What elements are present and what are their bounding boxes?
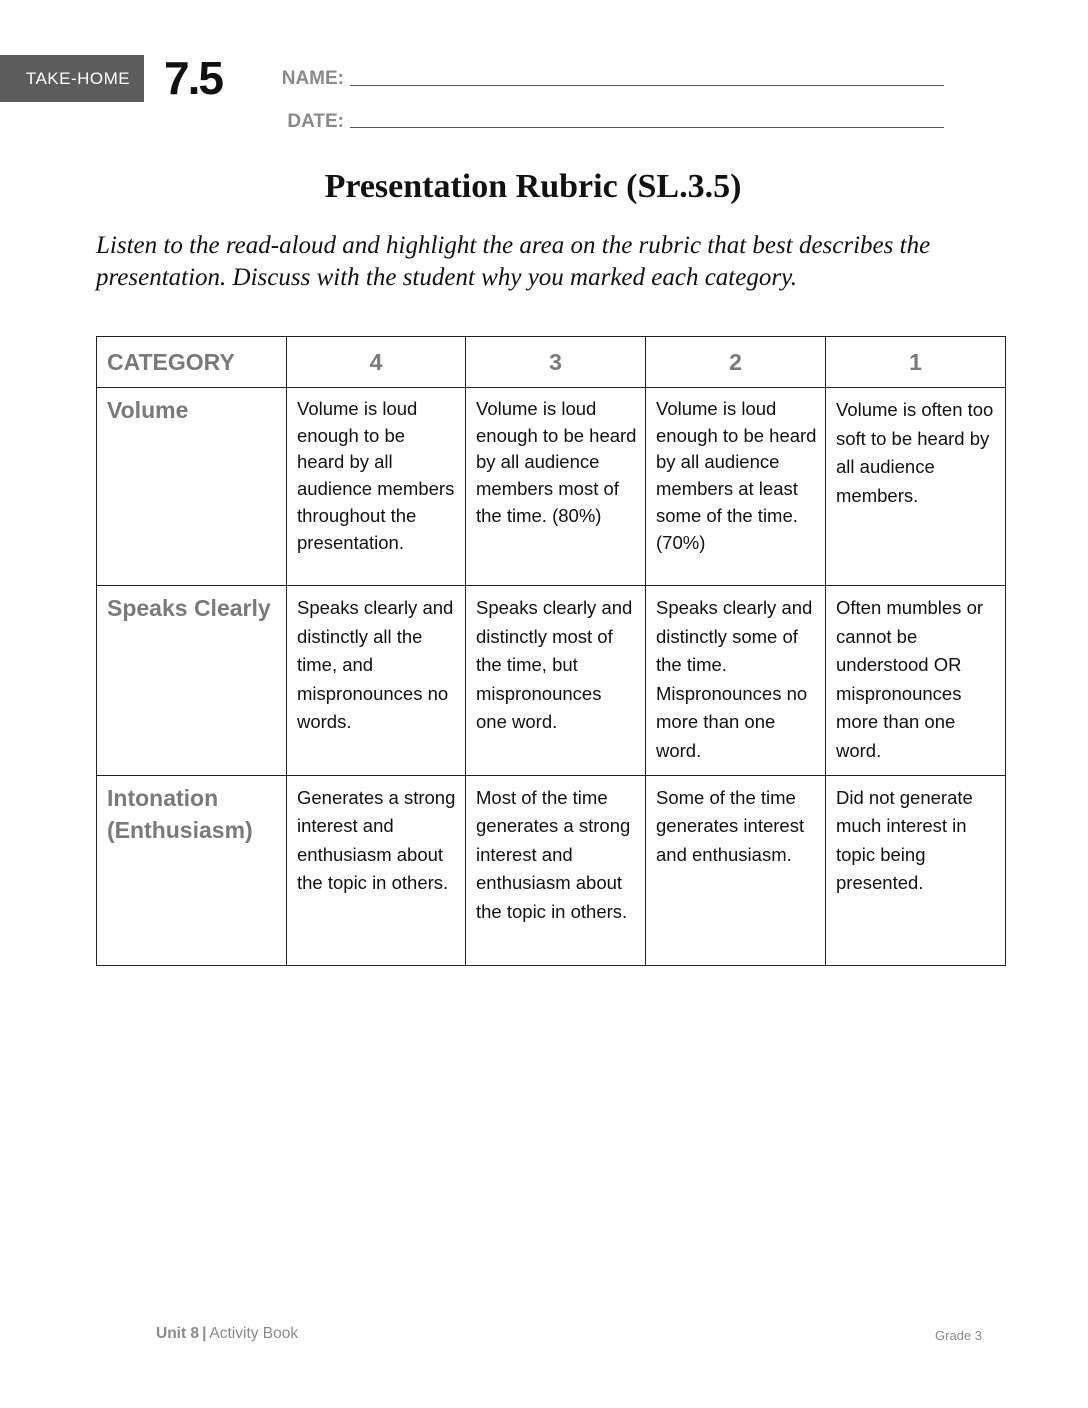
activity-number: 7.5	[164, 52, 222, 104]
column-header-score-1: 1	[826, 337, 1006, 388]
date-label: DATE:	[287, 111, 344, 132]
rubric-cell[interactable]: Speaks clearly and distinctly all the time, and mispronounces no words.	[287, 586, 466, 776]
rubric-cell[interactable]: Generates a strong interest and enthusiasm about the topic in others.	[287, 776, 466, 966]
name-field-line[interactable]	[350, 85, 944, 86]
rubric-cell[interactable]: Speaks clearly and distinctly some of the time. Mispronounces no more than one word.	[646, 586, 826, 776]
column-header-score-4: 4	[287, 337, 466, 388]
column-header-score-2: 2	[646, 337, 826, 388]
rubric-cell[interactable]: Some of the time generates interest and enthusiasm.	[646, 776, 826, 966]
rubric-cell[interactable]: Volume is loud enough to be heard by all audience members throughout the presentation.	[287, 388, 466, 586]
rubric-cell[interactable]: Often mumbles or cannot be understood OR mispronounces more than one word.	[826, 586, 1006, 776]
date-field-line[interactable]	[350, 127, 944, 128]
footer-unit: Unit 8	[156, 1325, 200, 1342]
footer-unit-info	[156, 1325, 298, 1343]
rubric-row-intonation	[97, 776, 1006, 966]
column-header-category: CATEGORY	[97, 337, 287, 388]
footer-book: Activity Book	[209, 1325, 299, 1342]
category-volume: Volume	[97, 388, 287, 586]
footer-grade: Grade 3	[935, 1328, 982, 1343]
rubric-row-volume	[97, 388, 1006, 586]
rubric-cell[interactable]: Volume is loud enough to be heard by all audience members at least some of the time. (70%)	[646, 388, 826, 586]
category-speaks-clearly: Speaks Clearly	[97, 586, 287, 776]
page-title: Presentation Rubric (SL.3.5)	[324, 168, 742, 205]
rubric-cell[interactable]: Volume is loud enough to be heard by all audience members most of the time. (80%)	[466, 388, 646, 586]
name-label: NAME:	[281, 68, 344, 89]
rubric-cell[interactable]: Volume is often too soft to be heard by all audience members.	[826, 388, 1006, 586]
rubric-header-row	[97, 337, 1006, 388]
rubric-cell[interactable]: Did not generate much interest in topic being presented.	[826, 776, 1006, 966]
rubric-row-speaks-clearly	[97, 586, 1006, 776]
column-header-score-3: 3	[466, 337, 646, 388]
take-home-tag: TAKE-HOME	[0, 55, 144, 102]
instructions: Listen to the read-aloud and highlight the area on the rubric that best describes the presentation. Discuss with the student why you marked each category.	[96, 232, 931, 291]
rubric-table	[96, 336, 1006, 966]
footer-separator: |	[202, 1325, 207, 1342]
rubric-cell[interactable]: Speaks clearly and distinctly most of the time, but mispronounces one word.	[466, 586, 646, 776]
rubric-cell[interactable]: Most of the time generates a strong interest and enthusiasm about the topic in others.	[466, 776, 646, 966]
category-intonation: Intonation (Enthusiasm)	[97, 776, 287, 966]
